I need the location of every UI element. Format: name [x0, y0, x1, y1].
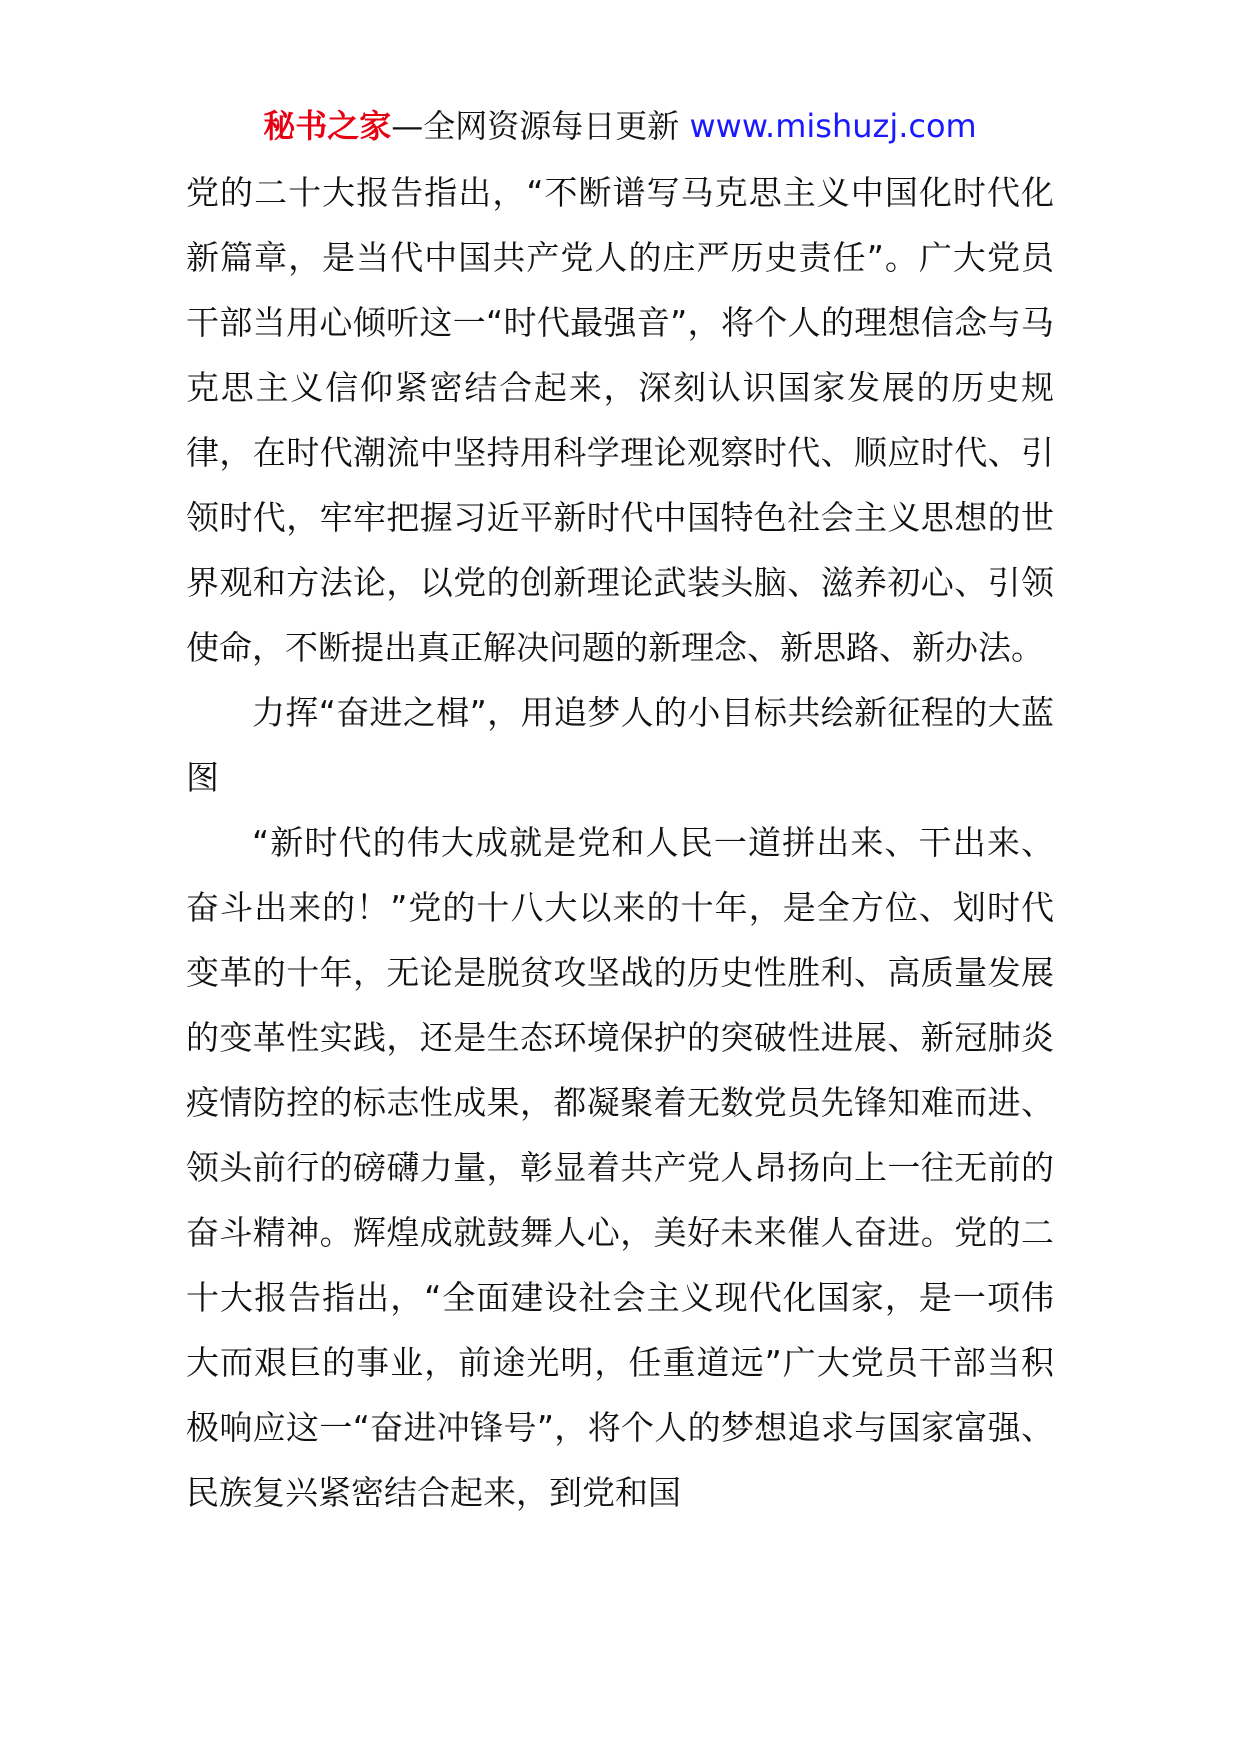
document-body	[186, 160, 1054, 1525]
paragraph-1: 党的二十大报告指出，“不断谱写马克思主义中国化时代化新篇章，是当代中国共产党人的庄严历史责任”。广大党员干部当用心倾听这一“时代最强音”，将个人的理想信念与马克思主义信仰紧密结合起来，深刻认识国家发展的历史规律，在时代潮流中坚持用科学理论观察时代、顺应时代、引领时代，牢牢把握习近平新时代中国特色社会主义思想的世界观和方法论，以党的创新理论武装头脑、滋养初心、引领使命，不断提出真正解决问题的新理念、新思路、新办法。	[186, 173, 1054, 667]
site-url-link[interactable]: www.mishuzj.com	[689, 107, 977, 145]
paragraph-2: “新时代的伟大成就是党和人民一道拼出来、干出来、奋斗出来的！”党的十八大以来的十年，是全方位、划时代变革的十年，无论是脱贫攻坚战的历史性胜利、高质量发展的变革性实践，还是生态环境保护的突破性进展、新冠肺炎疫情防控的标志性成果，都凝聚着无数党员先锋知难而进、领头前行的磅礴力量，彰显着共产党人昂扬向上一往无前的奋斗精神。辉煌成就鼓舞人心，美好未来催人奋进。党的二十大报告指出，“全面建设社会主义现代化国家，是一项伟大而艰巨的事业，前途光明，任重道远”广大党员干部当积极响应这一“奋进冲锋号”，将个人的梦想追求与国家富强、民族复兴紧密结合起来，到党和国	[186, 823, 1054, 1512]
section-heading: 力挥“奋进之楫”，用追梦人的小目标共绘新征程的大蓝图	[186, 693, 1054, 797]
brand-name: 秘书之家	[263, 107, 392, 145]
header-tagline: —全网资源每日更新	[391, 107, 680, 145]
page-header	[0, 98, 1240, 154]
